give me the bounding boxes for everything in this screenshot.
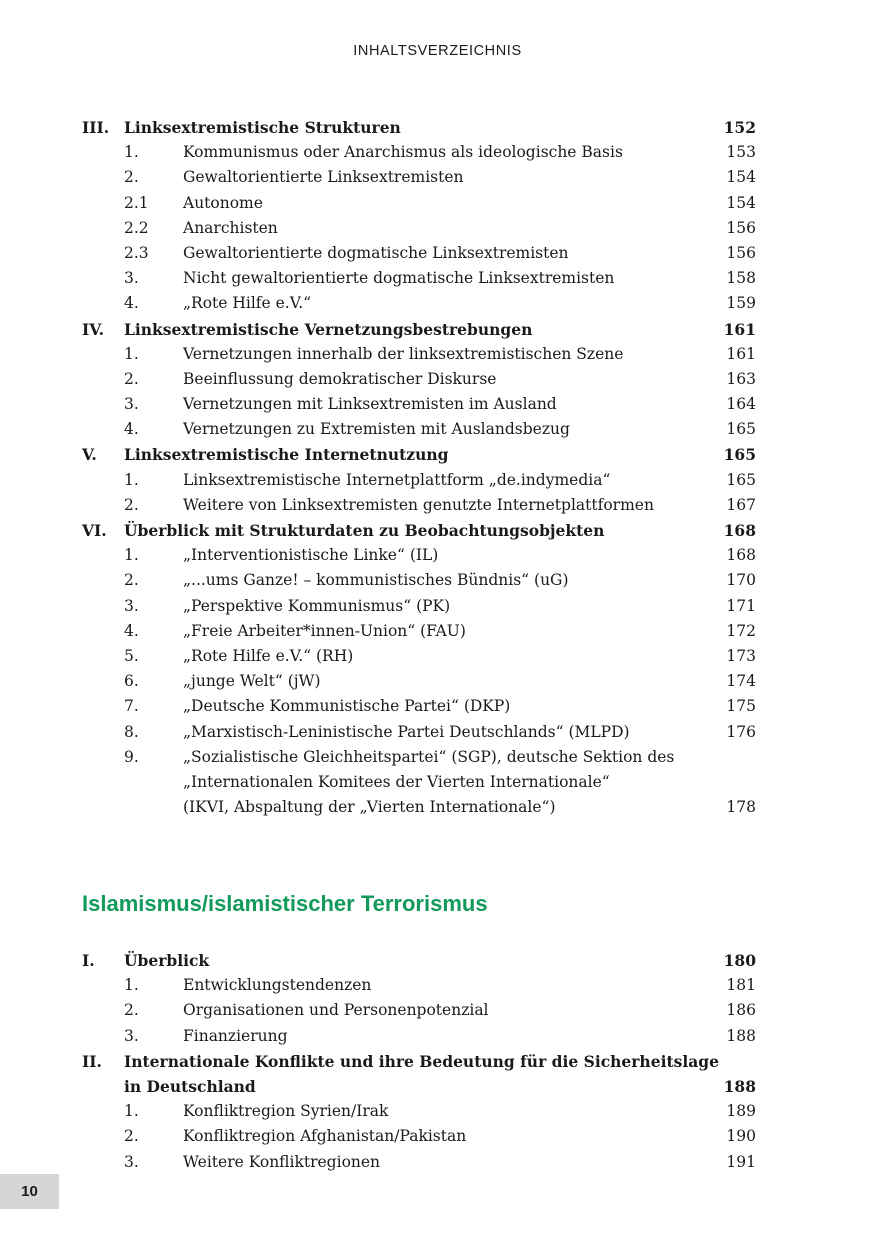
- toc-entry: [82, 1049, 756, 1074]
- toc-entry: [82, 266, 756, 291]
- toc-entry: [82, 1099, 756, 1124]
- toc-entry-page: 168: [726, 546, 756, 565]
- toc-entry: [82, 973, 756, 998]
- toc-entry-title: „Sozialistische Gleichheitspartei“ (SGP), deutsche Sektion des: [183, 747, 675, 766]
- toc-entry-page: 188: [723, 1076, 756, 1096]
- toc-entry-number: 3.: [124, 1026, 139, 1045]
- toc-entry-page: 159: [726, 294, 756, 313]
- toc-entry-title: Entwicklungstendenzen: [183, 976, 372, 995]
- toc-entry-page: 154: [726, 193, 756, 212]
- toc-entry-title: Überblick mit Strukturdaten zu Beobachtungsobjekten: [124, 521, 605, 540]
- toc-entry: [82, 619, 756, 644]
- toc-entry-title: „Deutsche Kommunistische Partei“ (DKP): [183, 697, 511, 716]
- toc-entry: [82, 468, 756, 493]
- toc-entry: [82, 140, 756, 165]
- toc-entry-title: in Deutschland: [124, 1076, 256, 1096]
- toc-entry-title: „...ums Ganze! – kommunistisches Bündnis“ (uG): [183, 571, 569, 590]
- toc-entry: [82, 165, 756, 190]
- toc-entry: [82, 1024, 756, 1049]
- toc-entry-number: 3.: [124, 1152, 139, 1171]
- toc-entry-number: 6.: [124, 672, 139, 691]
- running-header: INHALTSVERZEICHNIS: [353, 43, 522, 59]
- toc-entry: [82, 694, 756, 719]
- toc-entry-page: 161: [723, 319, 756, 339]
- toc-entry: [82, 745, 756, 770]
- toc-entry-number: 7.: [124, 697, 139, 716]
- toc-entry-title: Organisationen und Personenpotenzial: [183, 1001, 489, 1020]
- toc-entry: [82, 770, 756, 795]
- toc-entry: [82, 1074, 756, 1099]
- toc-entry-page: 178: [726, 798, 756, 817]
- toc-entry-page: 153: [726, 143, 756, 162]
- toc-entry-title: Vernetzungen mit Linksextremisten im Ausland: [183, 395, 557, 414]
- toc-entry: [82, 493, 756, 518]
- toc-entry: [82, 216, 756, 241]
- toc-entry-number: 2.3: [124, 243, 149, 262]
- toc-entry-title: „Marxistisch-Leninistische Partei Deutschlands“ (MLPD): [183, 722, 630, 741]
- toc-entry-title: (IKVI, Abspaltung der „Vierten Internationale“): [183, 798, 556, 817]
- toc-entry: [82, 367, 756, 392]
- toc-entry-title: Gewaltorientierte Linksextremisten: [183, 168, 464, 187]
- toc-entry-number: 8.: [124, 722, 139, 741]
- toc-entry: [82, 342, 756, 367]
- toc-entry-page: 158: [726, 269, 756, 288]
- toc-entry-page: 189: [726, 1102, 756, 1121]
- toc-entry-title: Linksextremistische Vernetzungsbestrebungen: [124, 319, 533, 339]
- toc-entry-title: Nicht gewaltorientierte dogmatische Linksextremisten: [183, 269, 615, 288]
- toc-entry: [82, 291, 756, 316]
- toc-entry-page: 164: [726, 395, 756, 414]
- toc-entry-title: Linksextremistische Internetplattform „de.indymedia“: [183, 470, 611, 489]
- toc-entry-page: 154: [726, 168, 756, 187]
- toc-entry-title: Konfliktregion Syrien/Irak: [183, 1102, 389, 1121]
- toc-entry-title: „Freie Arbeiter*innen-Union“ (FAU): [183, 621, 466, 640]
- toc-entry-number: 2.: [124, 168, 139, 187]
- toc-entry-title: Vernetzungen innerhalb der linksextremistischen Szene: [183, 344, 624, 363]
- toc-entry-page: 174: [726, 672, 756, 691]
- toc-entry-title: Autonome: [183, 193, 263, 212]
- toc-entry: [82, 115, 756, 140]
- toc-entry: [82, 669, 756, 694]
- toc-entry-title: Linksextremistische Internetnutzung: [124, 445, 449, 465]
- toc-entry: [82, 998, 756, 1023]
- toc-entry: [82, 720, 756, 745]
- toc-entry-page: 181: [726, 976, 756, 995]
- toc-entry-title: „Perspektive Kommunismus“ (PK): [183, 596, 451, 615]
- toc-entry-number: 1.: [124, 143, 139, 162]
- toc-entry-page: 156: [726, 218, 756, 237]
- toc-entry-title: Finanzierung: [183, 1026, 288, 1045]
- toc-entry-title: Konfliktregion Afghanistan/Pakistan: [183, 1127, 467, 1146]
- toc-entry-number: 2.1: [124, 193, 149, 212]
- toc-entry-title: „Internationalen Komitees der Vierten Internationale“: [183, 772, 610, 791]
- toc-entry-title: „Rote Hilfe e.V.“: [183, 294, 312, 313]
- toc-entry-page: 167: [726, 495, 756, 514]
- toc-entry-page: 163: [726, 369, 756, 388]
- toc-entry-page: 175: [726, 697, 756, 716]
- toc-entry-page: 152: [723, 118, 756, 137]
- toc-entry: [82, 644, 756, 669]
- toc-entry: [82, 795, 756, 820]
- toc-entry-number: 4.: [124, 420, 139, 439]
- toc-entry-page: 180: [723, 951, 756, 970]
- toc-entry-number: 1.: [124, 976, 139, 995]
- toc-entry-page: 186: [726, 1001, 756, 1020]
- toc-entry: [82, 948, 756, 973]
- toc-entry-title: Überblick: [124, 951, 210, 970]
- toc-entry-title: Internationale Konflikte und ihre Bedeutung für die Sicherheitslage: [124, 1051, 719, 1071]
- toc-entry-page: 191: [726, 1152, 756, 1171]
- toc-entry-number: 5.: [124, 646, 139, 665]
- toc-entry-number: 9.: [124, 747, 139, 766]
- toc-list-islamismus: [82, 948, 756, 1175]
- toc-entry: [82, 191, 756, 216]
- toc-entry-title: Linksextremistische Strukturen: [124, 118, 401, 137]
- toc-entry-title: „junge Welt“ (jW): [183, 672, 321, 691]
- toc-entry-title: Gewaltorientierte dogmatische Linksextremisten: [183, 243, 569, 262]
- toc-entry-page: 188: [726, 1026, 756, 1045]
- toc-entry-number: 2.: [124, 1001, 139, 1020]
- toc-entry-number: 1.: [124, 344, 139, 363]
- toc-entry-number: 2.: [124, 369, 139, 388]
- toc-entry: [82, 518, 756, 543]
- toc-entry: [82, 241, 756, 266]
- toc-entry-title: Vernetzungen zu Extremisten mit Auslandsbezug: [183, 420, 570, 439]
- toc-entry-page: 173: [726, 646, 756, 665]
- toc-entry-title: Beeinflussung demokratischer Diskurse: [183, 369, 497, 388]
- toc-entry-number: 3.: [124, 395, 139, 414]
- toc-entry-number: 1.: [124, 546, 139, 565]
- toc-entry-title: „Interventionistische Linke“ (IL): [183, 546, 439, 565]
- toc-entry: [82, 1124, 756, 1149]
- section-heading-islamismus: Islamismus/islamistischer Terrorismus: [82, 891, 488, 916]
- page-number-badge: 10: [0, 1174, 59, 1209]
- toc-entry-page: 168: [723, 521, 756, 540]
- toc-entry-page: 165: [723, 445, 756, 465]
- toc-entry: [82, 417, 756, 442]
- toc-entry-number: 3.: [124, 269, 139, 288]
- toc-entry-number: 4.: [124, 621, 139, 640]
- toc-entry-number: II.: [82, 1051, 102, 1071]
- toc-entry-title: Weitere von Linksextremisten genutzte Internetplattformen: [183, 495, 654, 514]
- toc-entry: [82, 568, 756, 593]
- toc-entry-page: 165: [726, 420, 756, 439]
- toc-entry-page: 190: [726, 1127, 756, 1146]
- toc-entry: [82, 543, 756, 568]
- toc-entry-page: 165: [726, 470, 756, 489]
- toc-entry-number: 3.: [124, 596, 139, 615]
- toc-entry-page: 176: [726, 722, 756, 741]
- toc-entry-title: Weitere Konfliktregionen: [183, 1152, 381, 1171]
- toc-entry-page: 172: [726, 621, 756, 640]
- toc-entry-number: V.: [82, 445, 97, 465]
- toc-entry-number: VI.: [82, 521, 107, 540]
- toc-entry-number: 2.2: [124, 218, 149, 237]
- toc-entry: [82, 317, 756, 342]
- toc-entry-title: Anarchisten: [183, 218, 278, 237]
- toc-entry-page: 161: [726, 344, 756, 363]
- toc-entry-number: 1.: [124, 1102, 139, 1121]
- toc-entry-page: 171: [726, 596, 756, 615]
- toc-entry: [82, 594, 756, 619]
- toc-entry-title: „Rote Hilfe e.V.“ (RH): [183, 646, 354, 665]
- toc-entry-number: IV.: [82, 319, 104, 339]
- toc-entry: [82, 392, 756, 417]
- toc-entry: [82, 442, 756, 467]
- toc-entry-page: 156: [726, 243, 756, 262]
- toc-entry-number: 2.: [124, 1127, 139, 1146]
- toc-entry-title: Kommunismus oder Anarchismus als ideologische Basis: [183, 143, 623, 162]
- toc-entry-page: 170: [726, 571, 756, 590]
- toc-list-linksextremismus: [82, 115, 756, 820]
- toc-entry-number: 2.: [124, 571, 139, 590]
- toc-entry: [82, 1150, 756, 1175]
- toc-entry-number: 1.: [124, 470, 139, 489]
- toc-entry-number: 4.: [124, 294, 139, 313]
- toc-entry-number: III.: [82, 118, 110, 137]
- toc-entry-number: I.: [82, 951, 95, 970]
- toc-entry-number: 2.: [124, 495, 139, 514]
